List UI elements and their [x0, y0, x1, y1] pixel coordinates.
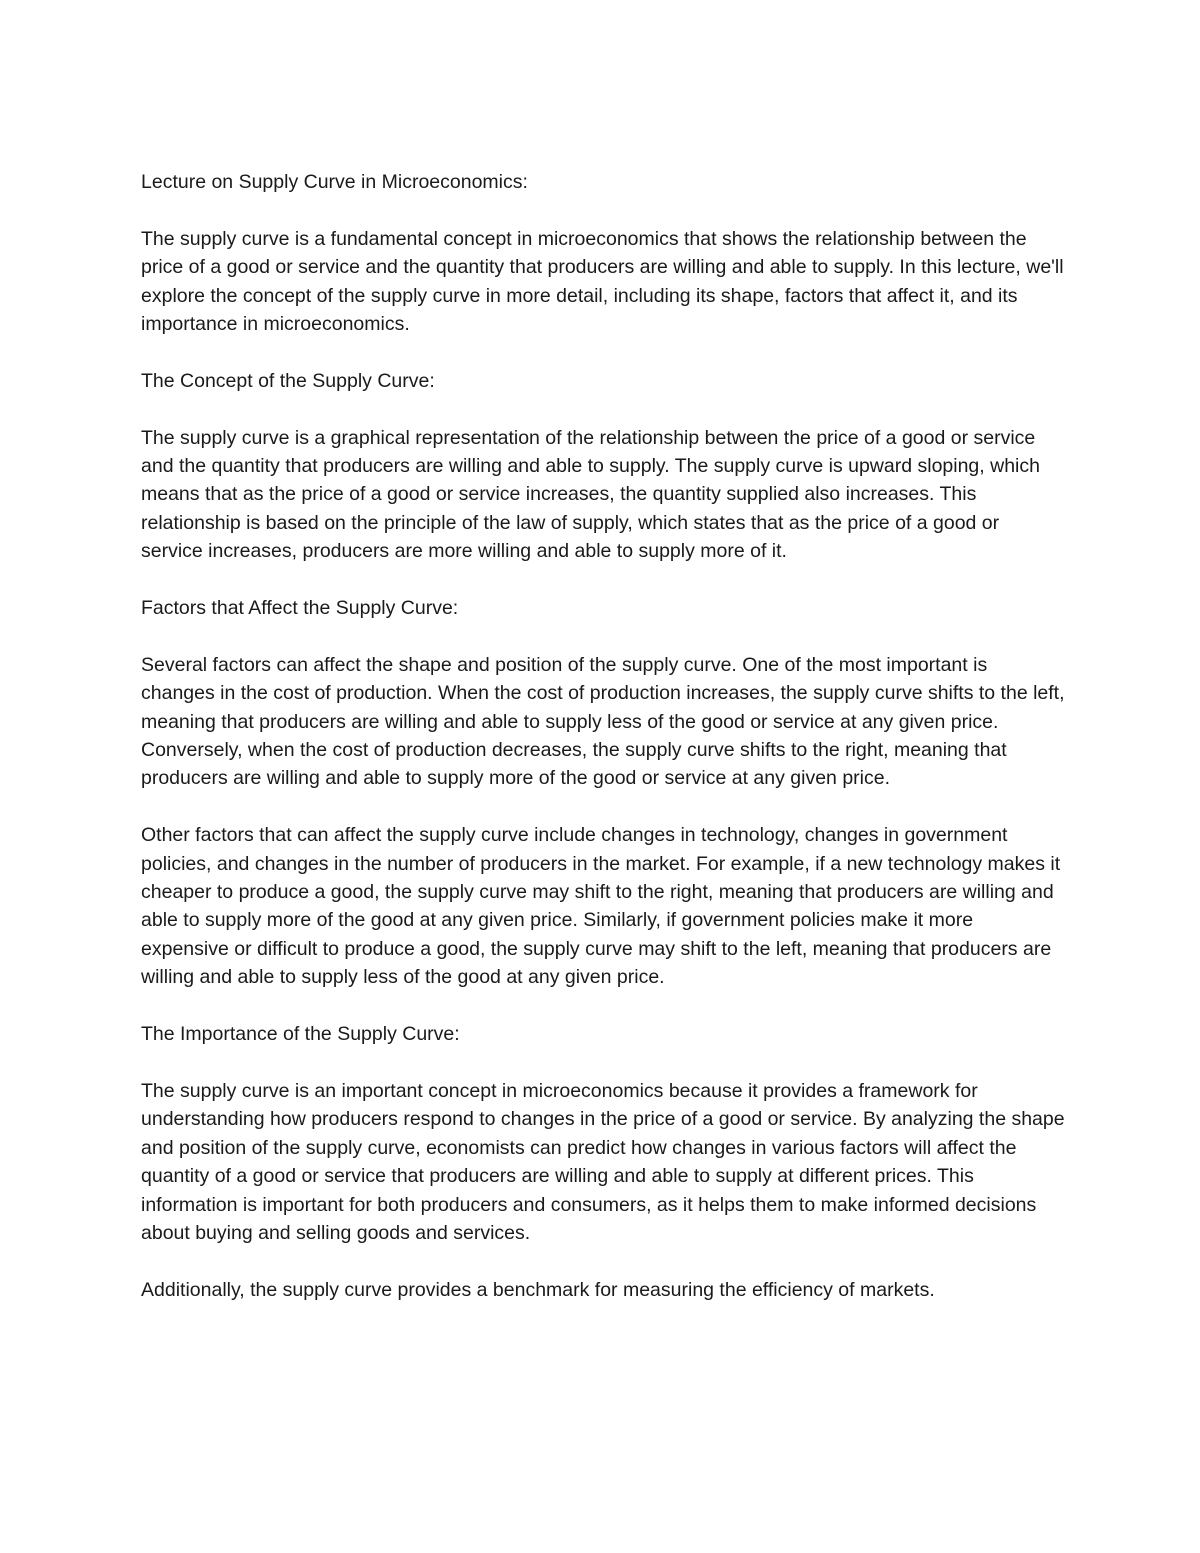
- document-body: [141, 168, 1066, 1304]
- section-heading-factors: Factors that Affect the Supply Curve:: [141, 597, 459, 620]
- document-title: Lecture on Supply Curve in Microeconomics:: [141, 171, 528, 193]
- concept-paragraph: The supply curve is a graphical representation of the relationship between the price of a good or service and the quantity that producers are willing and able to supply. The supply curve is upward sloping, which means that as the price of a good or service increases, the quantity supplied also increases. This relationship is based on the principle of the law of supply, which states that as the price of a good or service increases, producers are more willing and able to supply more of it.: [141, 426, 1040, 563]
- factors-paragraph-1: Several factors can affect the shape and position of the supply curve. One of the most important is changes in the cost of production. When the cost of production increases, the supply curve shifts to the left, meaning that producers are willing and able to supply less of the good or service at any given price. Conversely, when the cost of production decreases, the supply curve shifts to the right, meaning that producers are willing and able to supply more of the good or service at any given price.: [141, 653, 1065, 790]
- section-heading-importance: The Importance of the Supply Curve:: [141, 1023, 460, 1046]
- importance-paragraph-1: The supply curve is an important concept in microeconomics because it provides a framework for understanding how producers respond to changes in the price of a good or service. By analyzing the shape and position of the supply curve, economists can predict how changes in various factors will affect the quantity of a good or service that producers are willing and able to supply at different prices. This information is important for both producers and consumers, as it helps them to make informed decisions about buying and selling goods and services.: [141, 1079, 1065, 1244]
- factors-paragraph-2: Other factors that can affect the supply curve include changes in technology, changes in government policies, and changes in the number of producers in the market. For example, if a new technology makes it cheaper to produce a good, the supply curve may shift to the right, meaning that producers are willing and able to supply more of the good at any given price. Similarly, if government policies make it more expensive or difficult to produce a good, the supply curve may shift to the left, meaning that producers are willing and able to supply less of the good at any given price.: [141, 824, 1061, 989]
- importance-paragraph-2: Additionally, the supply curve provides a benchmark for measuring the efficiency of markets.: [141, 1278, 935, 1301]
- intro-paragraph: The supply curve is a fundamental concept in microeconomics that shows the relationship between the price of a good or service and the quantity that producers are willing and able to supply. In this lecture, we'll explore the concept of the supply curve in more detail, including its shape, factors that affect it, and its importance in microeconomics.: [141, 227, 1064, 336]
- section-heading-concept: The Concept of the Supply Curve:: [141, 369, 435, 392]
